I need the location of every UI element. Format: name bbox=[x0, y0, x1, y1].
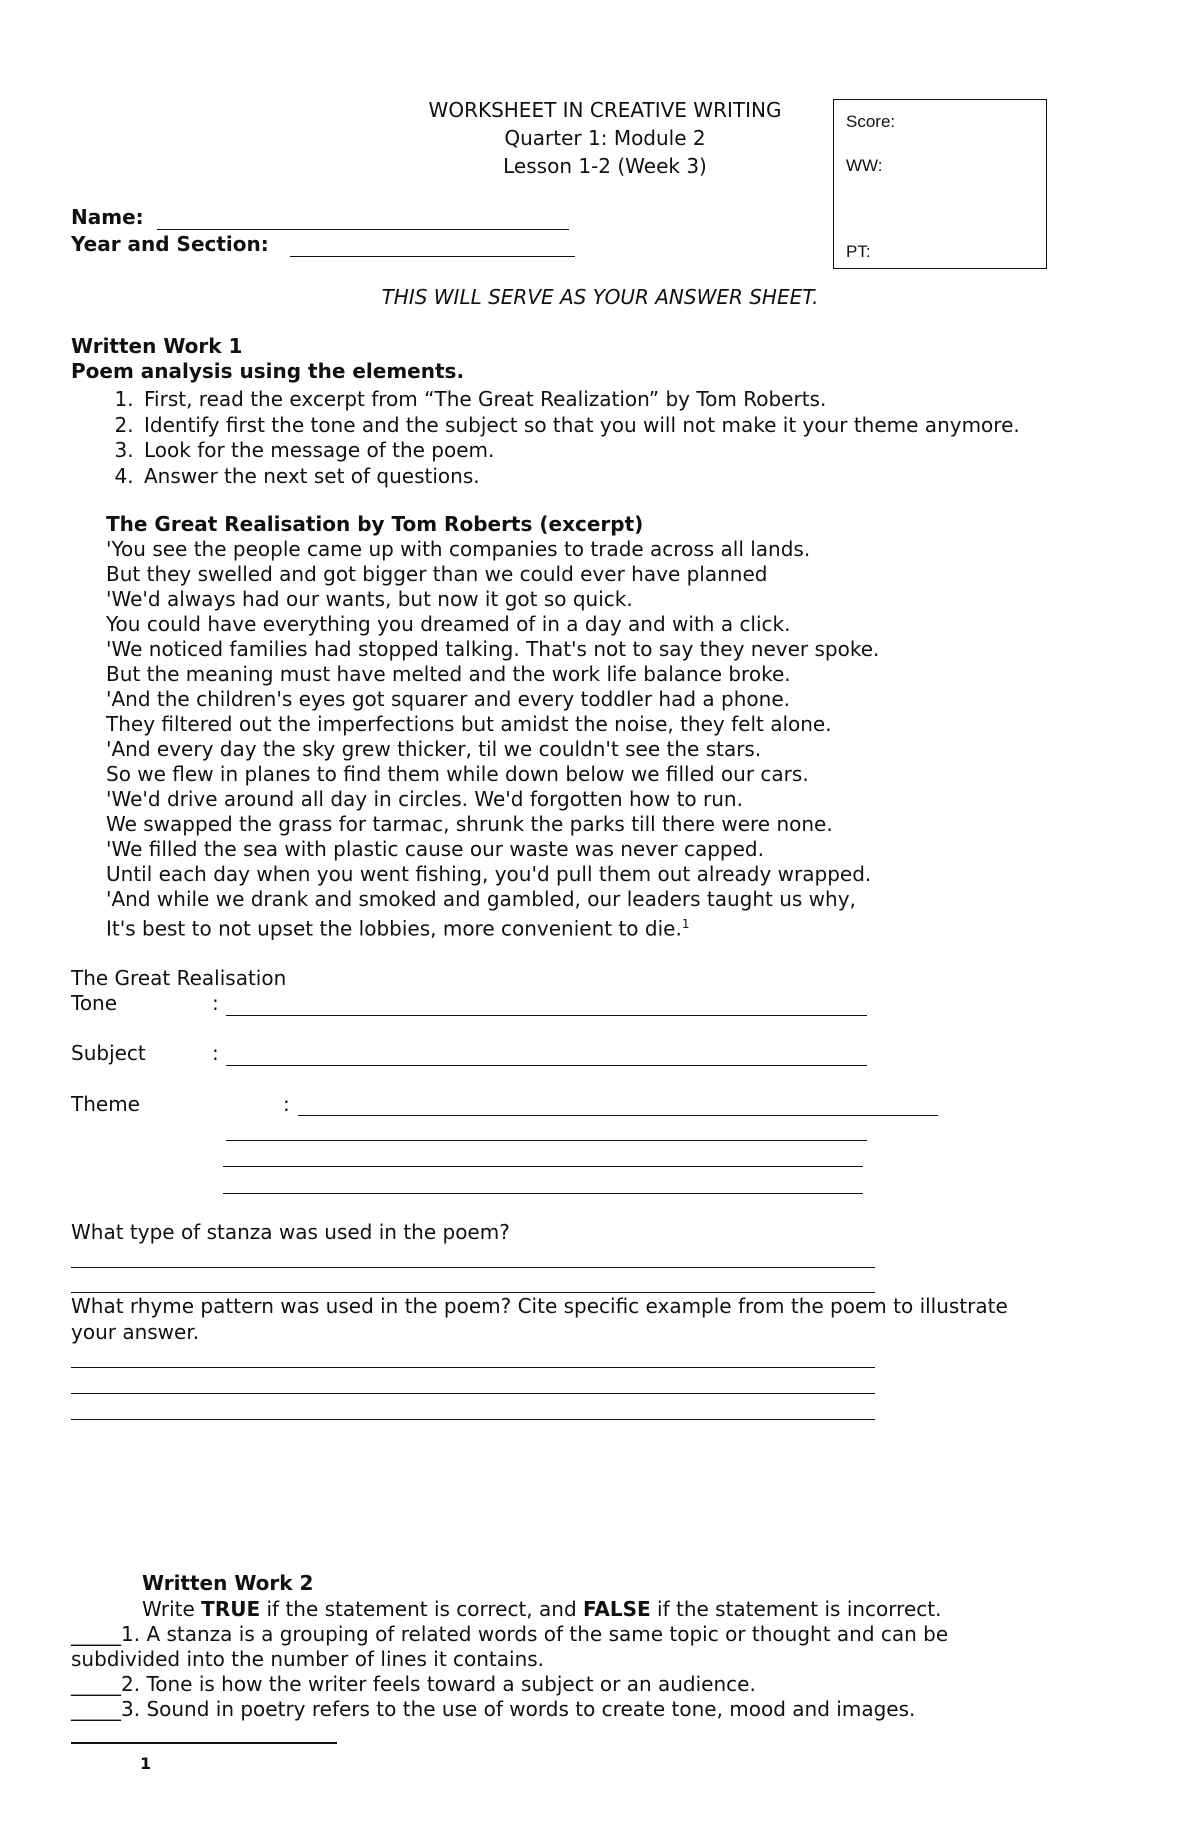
stanza-answer-line[interactable] bbox=[71, 1267, 875, 1268]
ww1-subtitle: Poem analysis using the elements. bbox=[71, 359, 465, 383]
subject-answer-line[interactable] bbox=[226, 1065, 867, 1066]
footnote-marker: 1 bbox=[681, 917, 690, 931]
poem-line: So we flew in planes to find them while down below we filled our cars. bbox=[106, 762, 809, 786]
poem-line-text: It's best to not upset the lobbies, more convenient to die. bbox=[106, 916, 682, 941]
poem-line: But they swelled and got bigger than we could ever have planned bbox=[106, 562, 768, 586]
footnote-number: 1 bbox=[140, 1754, 152, 1773]
tone-label: Tone bbox=[71, 991, 118, 1015]
poem-line bbox=[106, 912, 879, 942]
poem-line: Until each day when you went fishing, you'd pull them out already wrapped. bbox=[106, 862, 872, 886]
answer-blank[interactable]: _____ bbox=[71, 1697, 121, 1721]
poem-line: You could have everything you dreamed of in a day and with a click. bbox=[106, 612, 791, 636]
rhyme-answer-line[interactable] bbox=[71, 1393, 875, 1394]
tf-item-1-cont: subdivided into the number of lines it contains. bbox=[71, 1647, 545, 1671]
worksheet-title: WORKSHEET IN CREATIVE WRITING bbox=[428, 98, 782, 122]
score-box bbox=[833, 99, 1047, 269]
theme-answer-line[interactable] bbox=[223, 1166, 863, 1167]
tf-statement: 1. A stanza is a grouping of related words of the same topic or thought and can be bbox=[121, 1622, 949, 1646]
poem-line: We swapped the grass for tarmac, shrunk the parks till there were none. bbox=[106, 812, 833, 836]
instruction-step: 1. First, read the excerpt from “The Great Realization” by Tom Roberts. bbox=[140, 387, 1020, 413]
subject-colon: : bbox=[212, 1041, 219, 1065]
section-field[interactable] bbox=[290, 256, 575, 257]
instruction-step: 4. Answer the next set of questions. bbox=[140, 464, 1020, 490]
instructions-list bbox=[104, 387, 1020, 489]
poem-line: They filtered out the imperfections but amidst the noise, they felt alone. bbox=[106, 712, 832, 736]
rhyme-answer-line[interactable] bbox=[71, 1367, 875, 1368]
poem-line: 'And while we drank and smoked and gambled, our leaders taught us why, bbox=[106, 887, 856, 911]
stanza-question: What type of stanza was used in the poem? bbox=[71, 1220, 510, 1244]
tf-item-2 bbox=[71, 1672, 756, 1697]
instruction-text: if the statement is incorrect. bbox=[650, 1597, 942, 1621]
tf-statement: 3. Sound in poetry refers to the use of words to create tone, mood and images. bbox=[121, 1697, 916, 1721]
poem-line: 'We'd drive around all day in circles. We'd forgotten how to run. bbox=[106, 787, 743, 811]
theme-label: Theme bbox=[71, 1092, 140, 1116]
ww1-title: Written Work 1 bbox=[71, 334, 243, 358]
rhyme-answer-line[interactable] bbox=[71, 1419, 875, 1420]
poem-excerpt bbox=[106, 537, 879, 942]
false-keyword: FALSE bbox=[583, 1597, 651, 1621]
tf-item-3 bbox=[71, 1697, 915, 1722]
theme-colon: : bbox=[283, 1092, 290, 1116]
subject-label: Subject bbox=[71, 1041, 146, 1065]
answer-blank[interactable]: _____ bbox=[71, 1672, 121, 1696]
tone-answer-line[interactable] bbox=[226, 1015, 867, 1016]
answer-blank[interactable]: _____ bbox=[71, 1622, 121, 1646]
instruction-text: if the statement is correct, and bbox=[260, 1597, 584, 1621]
poem-line: 'We noticed families had stopped talking. That's not to say they never spoke. bbox=[106, 637, 880, 661]
analysis-title: The Great Realisation bbox=[71, 966, 287, 990]
instruction-text: Write bbox=[142, 1597, 202, 1621]
theme-answer-line[interactable] bbox=[223, 1193, 863, 1194]
poem-line: 'And every day the sky grew thicker, til we couldn't see the stars. bbox=[106, 737, 762, 761]
poem-line: 'You see the people came up with companies to trade across all lands. bbox=[106, 537, 811, 561]
name-label: Name: bbox=[71, 205, 144, 229]
tf-item-1 bbox=[71, 1622, 948, 1647]
stanza-answer-line[interactable] bbox=[71, 1292, 875, 1293]
quarter-label: Quarter 1: Module 2 bbox=[504, 126, 706, 150]
poem-line: 'We filled the sea with plastic cause our waste was never capped. bbox=[106, 837, 764, 861]
poem-line: 'We'd always had our wants, but now it got so quick. bbox=[106, 587, 633, 611]
poem-line: But the meaning must have melted and the work life balance broke. bbox=[106, 662, 791, 686]
poem-title: The Great Realisation by Tom Roberts (excerpt) bbox=[106, 512, 644, 536]
tone-colon: : bbox=[212, 991, 219, 1015]
footnote-separator bbox=[71, 1742, 337, 1744]
tf-statement: 2. Tone is how the writer feels toward a subject or an audience. bbox=[121, 1672, 756, 1696]
rhyme-question-cont: your answer. bbox=[71, 1320, 200, 1344]
theme-answer-line[interactable] bbox=[298, 1115, 938, 1116]
answer-sheet-note: THIS WILL SERVE AS YOUR ANSWER SHEET. bbox=[381, 285, 819, 309]
section-label: Year and Section: bbox=[71, 232, 269, 256]
instruction-step: 3. Look for the message of the poem. bbox=[140, 438, 1020, 464]
instruction-step: 2. Identify first the tone and the subject so that you will not make it your theme anymore. bbox=[140, 413, 1020, 439]
name-field[interactable] bbox=[157, 229, 569, 230]
true-keyword: TRUE bbox=[201, 1597, 261, 1621]
pt-label: PT: bbox=[846, 242, 871, 261]
theme-answer-line[interactable] bbox=[226, 1140, 867, 1141]
lesson-label: Lesson 1-2 (Week 3) bbox=[503, 154, 707, 178]
rhyme-question: What rhyme pattern was used in the poem? Cite specific example from the poem to illustrate bbox=[71, 1294, 1008, 1318]
ww2-title: Written Work 2 bbox=[142, 1571, 314, 1595]
ww2-instruction bbox=[142, 1597, 941, 1621]
ww-label: WW: bbox=[846, 156, 883, 175]
score-label: Score: bbox=[846, 112, 896, 131]
poem-line: 'And the children's eyes got squarer and every toddler had a phone. bbox=[106, 687, 790, 711]
